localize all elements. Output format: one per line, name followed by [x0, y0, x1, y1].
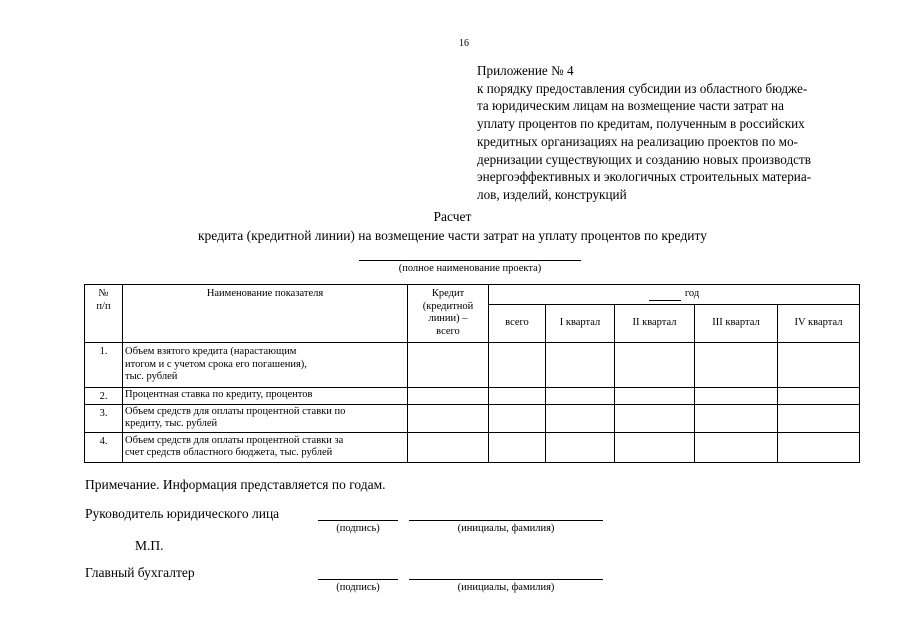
table-cell	[408, 404, 489, 432]
document-subtitle: кредита (кредитной линии) на возмещение части затрат на уплату процентов по кредиту	[197, 228, 708, 243]
appendix-line: кредитных организациях на реализацию проектов по мо-	[477, 133, 798, 149]
document-title: Расчет	[433, 209, 472, 224]
header-q4: IV квартал	[778, 305, 860, 343]
signature-caption: (подпись)	[336, 523, 380, 534]
table-cell	[615, 404, 695, 432]
initials-caption: (инициалы, фамилия)	[457, 582, 555, 593]
row-number: 3.	[85, 404, 123, 432]
table-cell	[546, 432, 615, 462]
table-cell	[408, 432, 489, 462]
appendix-line: уплату процентов по кредитам, полученным в российских	[477, 116, 805, 132]
initials-line	[409, 579, 603, 580]
table-cell	[489, 388, 546, 405]
row-indicator-name: Объем средств для оплаты процентной ставки по кредиту, тыс. рублей	[123, 404, 408, 432]
year-blank	[649, 290, 681, 301]
table-cell	[778, 404, 860, 432]
header-q3: III квартал	[695, 305, 778, 343]
appendix-line: энергоэффективных и экологичных строительных материа-	[477, 169, 812, 185]
table-cell	[489, 404, 546, 432]
table-cell	[778, 432, 860, 462]
table-cell	[778, 388, 860, 405]
table-cell	[489, 343, 546, 388]
signature-caption: (подпись)	[336, 582, 380, 593]
table-cell	[615, 343, 695, 388]
initials-caption: (инициалы, фамилия)	[457, 523, 555, 534]
row-indicator-name: Процентная ставка по кредиту, процентов	[123, 388, 408, 405]
project-name-blank	[359, 260, 581, 261]
note-text: Примечание. Информация представляется по годам.	[85, 477, 386, 492]
table-cell	[778, 343, 860, 388]
initials-line	[409, 520, 603, 521]
appendix-line: к порядку предоставления субсидии из областного бюдже-	[477, 80, 808, 96]
header-year	[489, 285, 860, 305]
appendix-header	[477, 62, 869, 204]
table-cell	[695, 388, 778, 405]
table-cell	[408, 343, 489, 388]
table-cell	[489, 432, 546, 462]
table-cell	[695, 432, 778, 462]
appendix-line: Приложение № 4	[477, 63, 574, 78]
table-cell	[615, 388, 695, 405]
header-total: всего	[489, 305, 546, 343]
accountant-signature-label: Главный бухгалтер	[85, 565, 195, 580]
header-credit-total: Кредит (кредитной линии) – всего	[408, 285, 489, 343]
table-row	[85, 432, 860, 462]
row-number: 1.	[85, 343, 123, 388]
table-row	[85, 388, 860, 405]
header-indicator-name: Наименование показателя	[123, 285, 408, 343]
table-cell	[546, 404, 615, 432]
appendix-line: лов, изделий, конструкций	[477, 186, 627, 202]
row-indicator-name: Объем средств для оплаты процентной ставки за счет средств областного бюджета, тыс. рублей	[123, 432, 408, 462]
table-cell	[615, 432, 695, 462]
appendix-line: та юридическим лицам на возмещение части затрат на	[477, 98, 784, 114]
table-cell	[546, 388, 615, 405]
table-cell	[695, 404, 778, 432]
table-row	[85, 404, 860, 432]
appendix-line: дернизации существующих и созданию новых производств	[477, 151, 811, 167]
table-cell	[408, 388, 489, 405]
row-number: 2.	[85, 388, 123, 405]
table-cell	[546, 343, 615, 388]
signature-line	[318, 579, 398, 580]
signature-line	[318, 520, 398, 521]
header-number: № п/п	[85, 285, 123, 343]
head-signature-label: Руководитель юридического лица	[85, 506, 280, 521]
table-cell	[695, 343, 778, 388]
header-year-label: год	[684, 288, 700, 299]
stamp-place-label: М.П.	[135, 538, 164, 553]
header-q1: I квартал	[546, 305, 615, 343]
page-number: 16	[459, 38, 469, 49]
row-number: 4.	[85, 432, 123, 462]
table-row	[85, 343, 860, 388]
calculation-table	[84, 284, 860, 463]
project-name-caption: (полное наименование проекта)	[398, 263, 542, 274]
row-indicator-name: Объем взятого кредита (нарастающим итогом и с учетом срока его погашения), тыс. рублей	[123, 343, 408, 388]
header-q2: II квартал	[615, 305, 695, 343]
